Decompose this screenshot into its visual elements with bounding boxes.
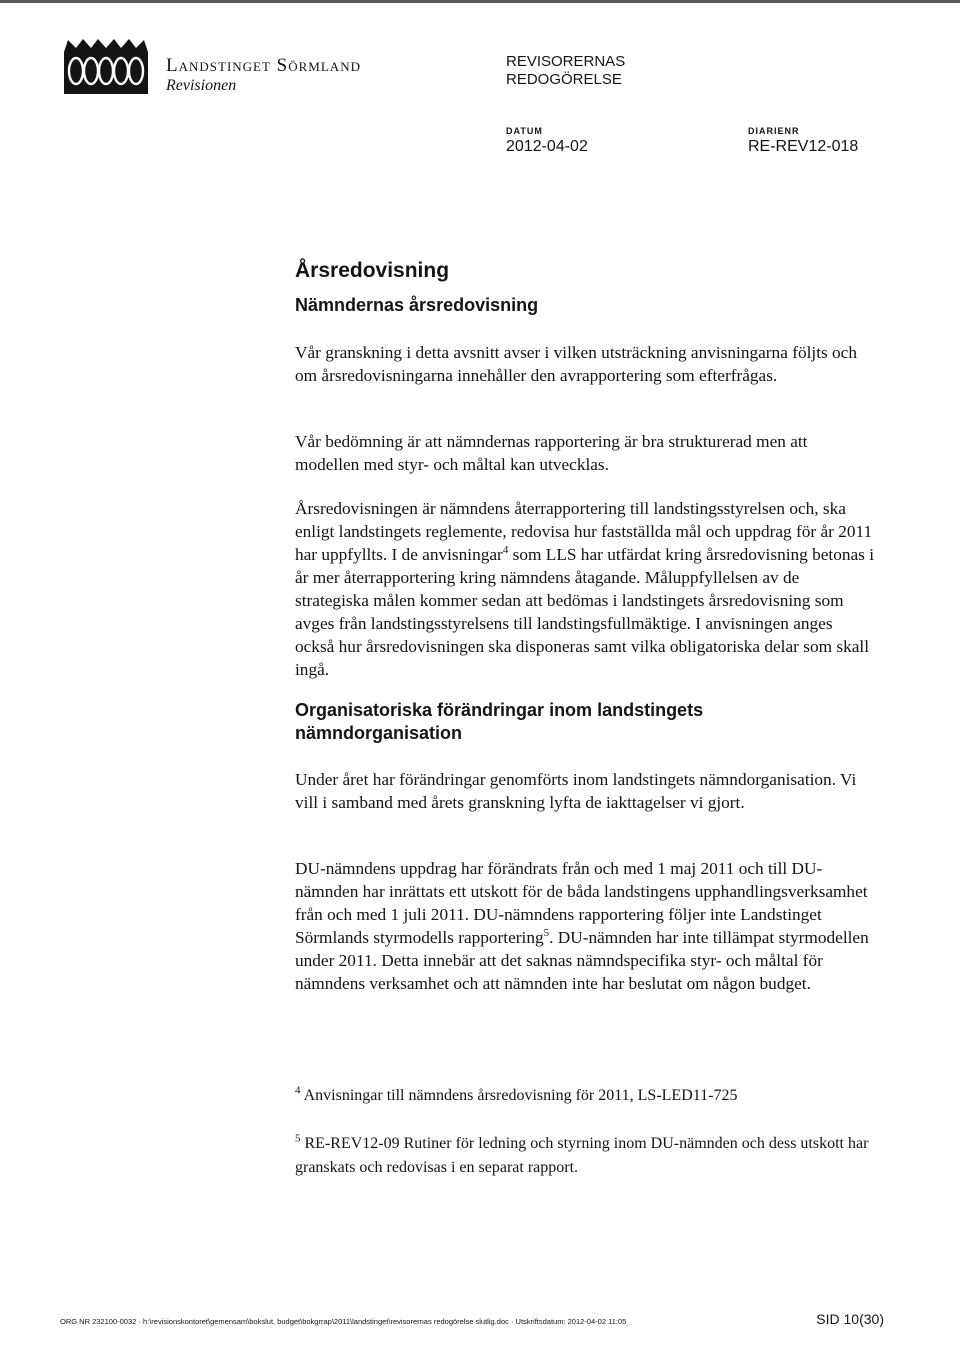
footnote-ref-5: 5 xyxy=(543,927,550,940)
diarienr-value: RE-REV12-018 xyxy=(748,138,859,155)
footnote-4 xyxy=(295,1084,875,1108)
footnote-ref-4: 4 xyxy=(502,544,509,557)
document-type-line2: REDOGÖRELSE xyxy=(506,71,622,88)
paragraph-3 xyxy=(295,497,875,681)
document-type xyxy=(506,53,625,89)
footnote-4-text: Anvisningar till nämndens årsredovisning för 2011, LS-LED11-725 xyxy=(300,1087,738,1104)
top-rule xyxy=(0,0,960,3)
footnote-4-number: 4 xyxy=(295,1084,301,1097)
datum-label: DATUM xyxy=(506,126,543,136)
paragraph-5-part-b: . DU-nämnden har inte tillämpat styrmodellen under 2011. Detta innebär att det saknas nämndspecifika styr- och måltal för nämndens verksamhet och att nämnden inte har beslutat om någon budget. xyxy=(295,928,869,993)
datum-value: 2012-04-02 xyxy=(506,138,588,155)
org-name: Landstinget Sörmland xyxy=(166,55,361,76)
section-subtitle: Nämndernas årsredovisning xyxy=(295,295,539,315)
section-heading-organisation: Organisatoriska förändringar inom landstingets nämndorganisation xyxy=(295,700,704,743)
paragraph-4: Under året har förändringar genomförts inom landstingets nämndorganisation. Vi vill i samband med årets granskning lyfta de iakttagelser vi gjort. xyxy=(295,770,857,812)
document-type-line1: REVISORERNAS xyxy=(506,53,626,70)
footnote-5 xyxy=(295,1132,875,1180)
diarienr-label: DIARIENR xyxy=(748,126,800,136)
paragraph-2: Vår bedömning är att nämndernas rapportering är bra strukturerad men att modellen med styr- och måltal kan utvecklas. xyxy=(295,432,808,474)
paragraph-3-part-a: Årsredovisningen är nämndens återrapportering till landstingsstyrelsen och, ska enligt landstingets reglemente, redovisa hur fastställda mål och uppdrag för år 2011 har uppfyllts. I de anvisningar xyxy=(295,499,873,564)
paragraph-5 xyxy=(295,857,875,995)
paragraph-5-part-a: DU-nämndens uppdrag har förändrats från och med 1 maj 2011 och till DU-nämnden har inrättats ett utskott för de båda landstingens upphandlingsverksamhet från och med 1 juli 2011. DU-nämndens rapportering följer inte Landstinget Sörmlands styrmodells rapportering xyxy=(295,859,868,947)
footer-path: ORG NR 232100-0032 · h:\revisionskontoret\gemensam\bokslut, budget\bokgrrap\2011\landstinget\revisorernas redogörelse slutlig.doc · Utskriftsdatum: 2012-04-02 11:05 xyxy=(60,1317,627,1326)
crown-logo-icon xyxy=(60,38,152,96)
paragraph-3-part-b: som LLS har utfärdat kring årsredovisning betonas i år mer återrapportering kring nämndens åtagande. Måluppfyllelsen av de strategiska målen kommer sedan att bedömas i landstingets årsredovisning som avges från landstingsstyrelsens till landstingsfullmäktige. I anvisningen anges också hur årsredovisningen ska disponeras samt vilka obligatoriska delar som skall ingå. xyxy=(295,545,875,679)
footnote-5-text: RE-REV12-09 Rutiner för ledning och styrning inom DU-nämnden och dess utskott har granskats och redovisas i en separat rapport. xyxy=(295,1135,869,1176)
footnote-5-number: 5 xyxy=(295,1132,301,1145)
page-title: Årsredovisning xyxy=(295,259,450,282)
paragraph-1: Vår granskning i detta avsnitt avser i vilken utsträckning anvisningarna följts och om årsredovisningarna innehåller den avrapportering som efterfrågas. xyxy=(295,343,857,385)
org-subtitle: Revisionen xyxy=(166,77,237,94)
page-number: SID 10(30) xyxy=(816,1311,884,1327)
